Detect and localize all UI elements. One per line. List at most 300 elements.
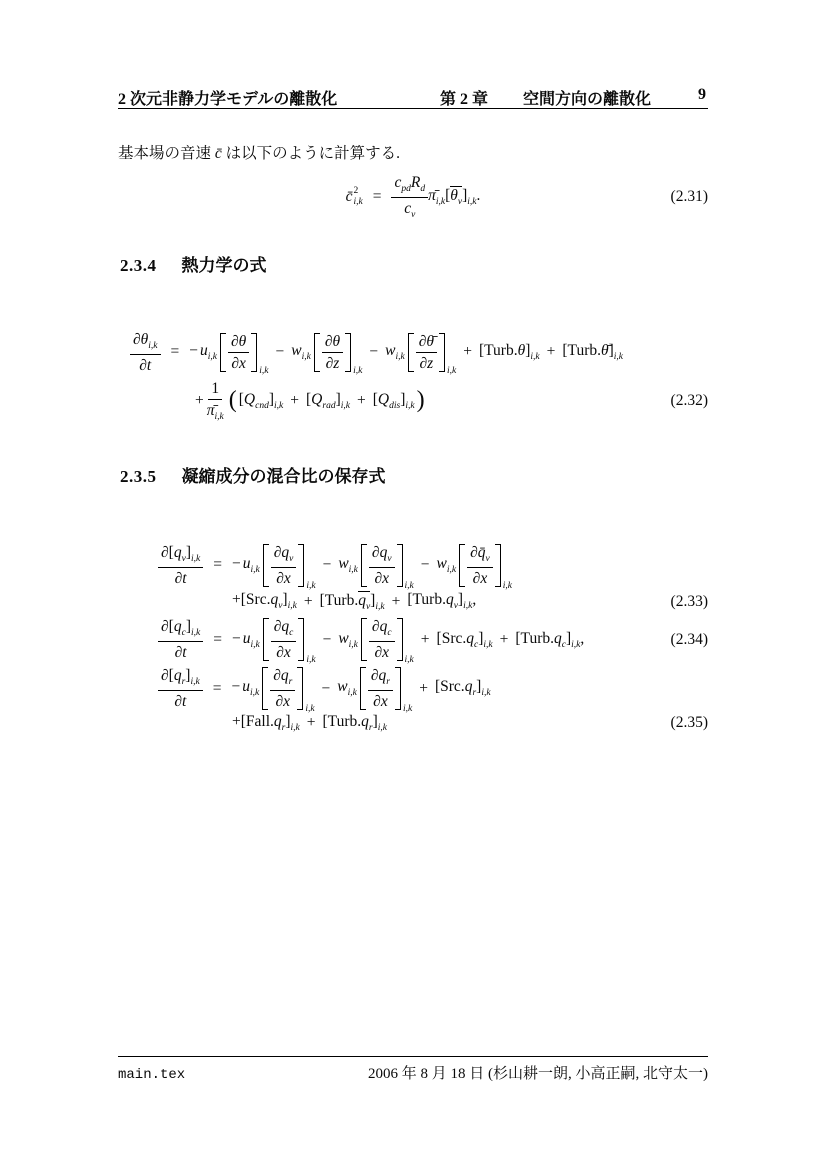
math-symbol: Q [377, 391, 390, 409]
left-bracket: [ [168, 618, 174, 636]
denominator [371, 568, 392, 587]
subscript: r [472, 688, 477, 699]
math-symbol: c [404, 199, 412, 217]
bracket-open: [Turb. [562, 342, 601, 360]
numerator [208, 380, 222, 400]
math-symbol: ∂q [273, 618, 290, 636]
q-cnd-term [239, 391, 284, 412]
denominator [228, 353, 249, 372]
u-term [231, 678, 259, 699]
subscript: v [387, 554, 392, 564]
subscript: d [420, 184, 426, 194]
equation-233-line2 [118, 591, 708, 613]
equals-sign: = [213, 630, 222, 648]
subscript: c [181, 628, 186, 639]
fraction [391, 174, 428, 220]
math-symbol: q [173, 618, 182, 636]
math-symbol: ∂x [275, 692, 291, 710]
right-bracket: ] [525, 342, 531, 360]
bracket-group [361, 618, 403, 661]
bracket-group [314, 333, 351, 373]
math-symbol: c [394, 174, 402, 191]
equation-number-235: (2.35) [670, 714, 708, 732]
lhs-fraction [158, 618, 203, 661]
numerator [158, 667, 203, 691]
math-symbol: ∂θ [133, 331, 149, 348]
equals-sign: = [212, 679, 222, 697]
section-number: 2.3.4 [120, 256, 157, 275]
math-symbol: ∂q [273, 544, 290, 561]
w-term [385, 342, 405, 363]
left-bracket [408, 333, 414, 373]
subscript: i,k [250, 639, 260, 650]
math-symbol: q [173, 667, 182, 685]
math-symbol: w [385, 342, 396, 360]
math-symbol: q [270, 591, 279, 609]
math-symbol: q [466, 629, 474, 647]
src-qv-term [232, 591, 297, 612]
plus-sign: + [306, 714, 316, 732]
math-symbol: ∂t [174, 643, 187, 661]
subscript: i,k [467, 197, 477, 208]
bracket-group [360, 667, 401, 710]
right-bracket [297, 667, 303, 710]
right-bracket: ] [268, 391, 275, 409]
subscript: r [281, 723, 286, 734]
subscript: v [453, 601, 458, 612]
left-bracket: [ [238, 391, 244, 409]
subscript: i,k [348, 639, 358, 650]
sound-speed-symbol: c̄ [214, 145, 222, 162]
math-symbol: ∂x [231, 354, 246, 372]
numerator [322, 333, 343, 353]
math-symbol: ∂q [371, 544, 388, 561]
big-left-paren: ( [228, 387, 237, 414]
math-symbol: c̄ [345, 187, 353, 205]
denominator [136, 355, 154, 374]
subscript: i,k [305, 704, 315, 715]
big-right-paren: ) [416, 387, 425, 414]
subscript: rad [322, 401, 336, 412]
math-symbol: q [173, 544, 182, 561]
left-bracket [360, 667, 366, 710]
subscript: pd [401, 184, 411, 194]
right-bracket [397, 544, 403, 587]
fraction [416, 333, 437, 373]
numerator [369, 544, 395, 568]
math-symbol: θ [450, 187, 458, 205]
bracket-group [361, 544, 403, 587]
bracket-open: [Turb. [478, 342, 518, 360]
math-symbol: ∂z [419, 354, 434, 372]
denominator [470, 568, 491, 587]
equation-235-line2 [118, 713, 708, 734]
subscript: i,k [214, 412, 224, 423]
header-rule [118, 108, 708, 109]
bracket-open: [Fall. [240, 713, 274, 731]
right-bracket [345, 333, 351, 373]
numerator [391, 174, 428, 198]
sup-sub-stack [354, 186, 363, 209]
subscript: c [561, 639, 566, 650]
turb-qc-term [515, 630, 584, 651]
w-term [291, 342, 311, 363]
bracketed-derivative [459, 544, 512, 591]
right-bracket: ] [335, 391, 341, 409]
left-bracket: [ [168, 544, 174, 561]
numerator [158, 618, 203, 642]
bracket-open: [Src. [240, 591, 271, 609]
denominator [272, 691, 293, 710]
fraction [368, 667, 393, 710]
subscript: i,k [306, 580, 316, 591]
denominator [172, 568, 190, 587]
denominator [401, 198, 418, 221]
bracketed-derivative [263, 544, 316, 591]
subscript: c [387, 628, 392, 639]
src-qc-term [437, 630, 493, 651]
bracketed-derivative [262, 667, 315, 715]
denominator [204, 400, 227, 423]
subscript: i,k [375, 601, 385, 612]
denominator [370, 691, 391, 710]
subscript: i,k [274, 401, 284, 412]
subscript: i,k [250, 565, 260, 576]
subscript: i,k [340, 401, 350, 412]
subscript: c [473, 639, 479, 650]
minus-sign: − [322, 556, 332, 574]
turb-qvbar-term [320, 591, 385, 613]
numerator [228, 333, 249, 353]
subscript: r [288, 677, 293, 688]
left-bracket [361, 544, 367, 587]
bracket-open: [Turb. [319, 591, 359, 609]
right-bracket [395, 667, 401, 710]
plus-sign: + [546, 343, 556, 361]
right-bracket: ] [185, 544, 191, 561]
equals-sign: = [372, 188, 382, 205]
plus-sign: + [463, 343, 472, 361]
denominator [371, 642, 392, 661]
intro-text-pre: 基本場の音速 [118, 145, 215, 162]
right-bracket: ] [285, 713, 291, 731]
subscript: i,k [405, 401, 415, 412]
left-bracket: [ [168, 667, 174, 685]
math-symbol: π̄ [206, 402, 215, 420]
minus-sign: − [322, 630, 332, 648]
bracketed-derivative [263, 618, 316, 666]
subscript: i,k [290, 723, 300, 734]
math-symbol: Q [311, 391, 323, 409]
fraction [369, 618, 395, 661]
lhs-fraction [158, 544, 203, 587]
equation-232 [118, 331, 708, 423]
footer-date-authors: 2006 年 8 月 18 日 (杉山耕一朗, 小高正嗣, 北守太一) [368, 1066, 708, 1082]
bracket-group [262, 667, 303, 710]
subscript: v [181, 554, 186, 564]
subscript: i,k [287, 601, 297, 612]
subscript: cnd [255, 401, 269, 412]
plus-sign: + [420, 630, 430, 648]
subscript: i,k [571, 639, 581, 650]
subscript: i,k [395, 352, 405, 363]
math-symbol: θ [517, 342, 526, 360]
lhs-cbar [346, 186, 363, 209]
equation-number-233: (2.33) [670, 592, 708, 610]
subscript: i,k [348, 565, 358, 576]
fraction [228, 333, 249, 373]
left-bracket [220, 333, 226, 373]
u-term [189, 342, 217, 363]
comma: , [472, 591, 477, 609]
math-symbol: w [338, 555, 349, 573]
math-symbol: ∂ [161, 544, 169, 561]
bracketed-derivative [361, 618, 414, 666]
math-symbol: ∂x [472, 569, 488, 587]
left-bracket [361, 618, 367, 661]
math-symbol: w [291, 342, 302, 360]
overline-group [450, 186, 462, 208]
right-bracket [397, 618, 403, 661]
subscript: v [365, 601, 371, 612]
bracketed-derivative [220, 332, 269, 377]
chapter-label: 第 2 章 [440, 91, 489, 108]
subscript: c [289, 628, 294, 639]
subscript: i,k [446, 565, 457, 576]
bracket-group [459, 544, 501, 587]
bracket-open: [Turb. [515, 629, 554, 647]
theta-bracket-term [445, 186, 480, 208]
math-symbol: ∂q̄ [470, 544, 486, 561]
math-symbol: ∂x [276, 569, 291, 587]
numerator [271, 544, 297, 568]
intro-paragraph [118, 141, 400, 163]
math-symbol: Q [243, 391, 256, 409]
running-title: 2 次元非静力学モデルの離散化 [118, 91, 338, 108]
math-symbol: ∂t [174, 692, 187, 710]
fraction [270, 667, 295, 710]
equation-231 [118, 175, 708, 219]
denominator [172, 642, 190, 661]
right-bracket: ] [608, 342, 614, 360]
math-symbol: ∂θ̄ [418, 332, 434, 350]
subscript: r [181, 677, 186, 688]
numerator [368, 667, 393, 691]
src-qr-term [435, 678, 491, 699]
u-term [232, 555, 260, 576]
plus-sign: + [499, 630, 509, 648]
left-bracket: [ [445, 187, 451, 205]
right-bracket: ] [370, 591, 376, 609]
math-symbol: q [553, 629, 562, 647]
math-symbol: q [358, 591, 366, 609]
subscript: i,k [463, 601, 473, 612]
turb-thetabar-term [562, 342, 623, 363]
right-bracket [439, 333, 445, 373]
numerator [271, 618, 297, 642]
subscript: i,k [481, 688, 491, 699]
math-symbol: ∂q [370, 667, 387, 685]
equation-block-233-235 [118, 544, 708, 734]
left-bracket [263, 618, 269, 661]
math-symbol: u [242, 629, 251, 647]
left-bracket [459, 544, 465, 587]
math-symbol: u [242, 555, 251, 573]
left-bracket [262, 667, 268, 710]
plus-sign: + [419, 679, 428, 697]
bracket-group [220, 333, 257, 373]
minus-sign: − [231, 555, 241, 573]
section-heading-234 [120, 251, 267, 276]
math-symbol: q [361, 713, 369, 731]
plus-sign: + [232, 713, 241, 731]
numerator [467, 544, 493, 568]
bracket-group [408, 333, 445, 373]
math-symbol: w [338, 629, 349, 647]
minus-sign: − [275, 343, 285, 361]
overline-group [358, 591, 370, 613]
section-heading-235 [120, 462, 386, 487]
intro-text-post: は以下のように計算する. [221, 145, 401, 162]
subscript: v [289, 554, 294, 564]
pibar-term [428, 187, 445, 208]
subscript: v [278, 601, 283, 612]
fraction [204, 380, 227, 423]
minus-sign: − [369, 343, 379, 361]
subscript: v [411, 209, 416, 220]
numerator [130, 331, 161, 355]
right-bracket [495, 544, 501, 587]
bracketed-derivative [408, 332, 457, 377]
math-symbol: w [337, 678, 348, 696]
equation-233-line1 [118, 544, 708, 591]
subscript: i,k [190, 677, 200, 688]
section-title: 熱力学の式 [181, 256, 267, 275]
math-symbol: q [273, 713, 282, 731]
plus-sign: + [232, 591, 241, 609]
right-bracket [251, 333, 257, 373]
numerator [158, 544, 203, 568]
minus-sign: − [420, 556, 430, 574]
equation-234 [118, 618, 708, 666]
subscript: i,k [403, 704, 413, 715]
bracket-open: [Turb. [322, 713, 362, 731]
left-bracket: [ [372, 391, 378, 409]
math-symbol: ∂t [174, 569, 187, 587]
math-symbol: R [410, 174, 421, 191]
turb-theta-term [479, 342, 540, 363]
plus-sign: + [356, 392, 366, 410]
equation-232-line2 [118, 380, 708, 423]
equation-number-234: (2.34) [670, 630, 708, 648]
equals-sign: = [213, 556, 222, 574]
subscript: i,k [190, 554, 201, 564]
right-bracket: ] [185, 667, 191, 685]
math-symbol: ∂θ [324, 332, 341, 350]
subscript: dis [389, 401, 401, 412]
u-term [232, 630, 260, 651]
subscript: i,k [502, 580, 512, 591]
right-bracket: ] [372, 713, 378, 731]
bracket-open: [Turb. [407, 591, 446, 609]
w-term [337, 678, 357, 699]
math-symbol: ∂ [161, 667, 169, 685]
bracketed-derivative [360, 667, 413, 715]
denominator [273, 642, 294, 661]
right-bracket: ] [457, 591, 464, 609]
page-header [118, 86, 708, 106]
section-number: 2.3.5 [120, 467, 157, 486]
math-symbol: ∂θ [231, 332, 247, 350]
section-title: 凝縮成分の混合比の保存式 [181, 467, 386, 486]
turb-qv-term [407, 591, 476, 612]
minus-sign: − [189, 342, 199, 360]
minus-sign: − [231, 678, 241, 696]
subscript: i,k [301, 352, 311, 363]
right-bracket: ] [282, 591, 288, 609]
subscript: i,k [530, 352, 540, 363]
fraction [271, 618, 297, 661]
subscript: i,k [306, 655, 316, 666]
plus-sign: + [303, 592, 313, 610]
math-symbol: q [445, 591, 454, 609]
numerator [270, 667, 295, 691]
subscript: i,k [435, 196, 446, 207]
page-number: 9 [698, 86, 706, 103]
subscript: i,k [404, 655, 414, 666]
math-symbol: ∂z [325, 354, 340, 372]
fraction [467, 544, 493, 587]
right-bracket [298, 544, 304, 587]
comma: , [580, 629, 585, 647]
math-symbol: ∂x [276, 643, 291, 661]
subscript: i,k [613, 352, 624, 363]
chapter-title: 空間方向の離散化 [523, 91, 652, 108]
subscript: i,k [377, 723, 387, 734]
math-symbol: θ̄ [600, 342, 609, 360]
left-bracket [263, 544, 269, 587]
subscript: i,k [259, 366, 269, 377]
fraction [369, 544, 395, 587]
w-term [338, 555, 358, 576]
bracket-open: [Src. [434, 678, 465, 696]
bracketed-derivative [361, 544, 414, 591]
subscript: i,k [347, 688, 357, 699]
subscript: v [457, 197, 463, 208]
q-rad-term [306, 391, 350, 412]
right-bracket: ] [476, 678, 482, 696]
math-symbol: ∂ [161, 618, 169, 636]
footer-filename: main.tex [118, 1067, 186, 1083]
w-term [437, 555, 457, 576]
subscript: i,k [446, 366, 457, 377]
q-dis-term [373, 391, 415, 412]
equation-235-line1 [118, 667, 708, 715]
math-symbol: ∂t [139, 356, 152, 374]
math-symbol: ∂q [273, 667, 289, 685]
subscript: i,k [249, 688, 260, 699]
math-symbol: ∂x [373, 692, 388, 710]
plus-sign: + [195, 392, 204, 410]
turb-qr-term [323, 713, 387, 734]
subscript: i,k [190, 628, 201, 639]
bracket-group [263, 544, 305, 587]
denominator [273, 568, 294, 587]
lhs-fraction [130, 331, 161, 374]
right-bracket: ] [478, 629, 484, 647]
right-bracket: ] [400, 391, 406, 409]
subscript: r [386, 677, 390, 688]
